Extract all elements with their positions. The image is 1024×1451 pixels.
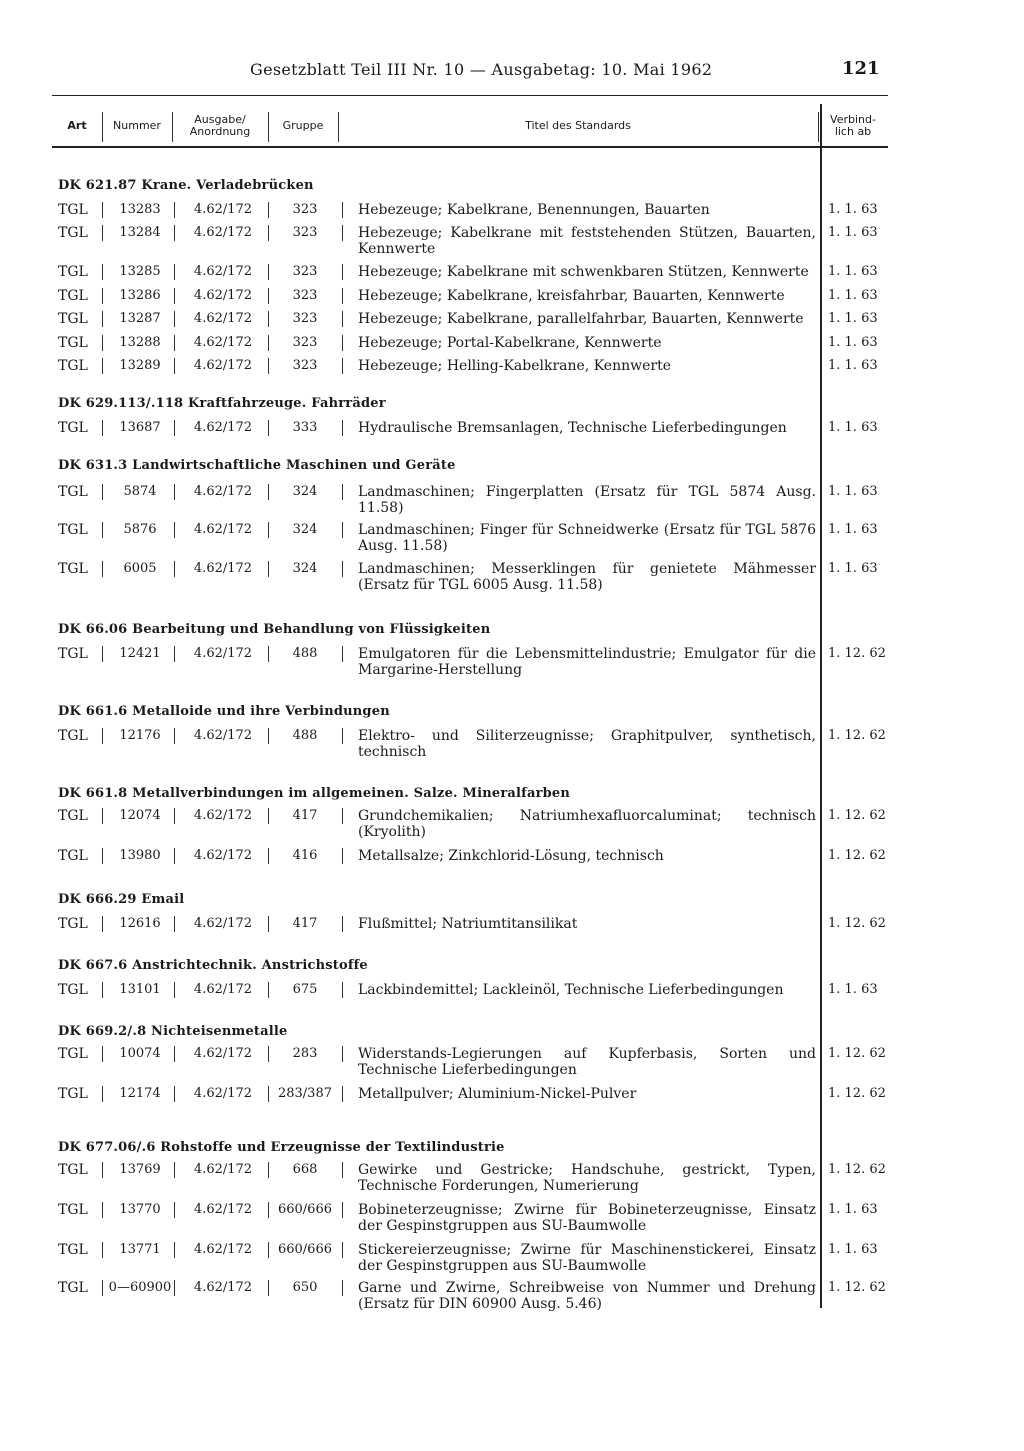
cell-art: TGL xyxy=(58,808,88,824)
bar-after-art xyxy=(102,420,103,436)
cell-ausgabe: 4.62/172 xyxy=(193,728,253,743)
section-heading: DK 677.06/.6 Rohstoffe und Erzeugnisse der Textilindustrie xyxy=(58,1140,505,1155)
bar-after-ausgabe xyxy=(268,1202,269,1218)
cell-nummer: 12176 xyxy=(119,728,161,743)
cell-titel: Hebezeuge; Helling-Kabelkrane, Kennwerte xyxy=(358,358,671,374)
cell-ausgabe: 4.62/172 xyxy=(193,808,253,823)
bar-after-gruppe xyxy=(342,484,343,500)
cell-gruppe: 417 xyxy=(292,808,318,823)
bar-after-ausgabe xyxy=(268,1162,269,1178)
cell-art: TGL xyxy=(58,288,88,304)
cell-gruppe: 668 xyxy=(292,1162,318,1177)
cell-titel: Grundchemikalien; Natriumhexafluorcaluminat; technisch (Kryolith) xyxy=(358,808,816,840)
section-heading: DK 629.113/.118 Kraftfahrzeuge. Fahrräder xyxy=(58,396,386,411)
bar-after-art xyxy=(102,225,103,241)
cell-gruppe: 660/666 xyxy=(277,1202,332,1217)
bar-after-ausgabe xyxy=(268,1086,269,1102)
cell-verbindlich: 1. 12. 62 xyxy=(828,1162,886,1177)
cell-ausgabe: 4.62/172 xyxy=(193,358,253,373)
cell-nummer: 12421 xyxy=(119,646,161,661)
bar-after-ausgabe xyxy=(268,311,269,327)
cell-nummer: 13289 xyxy=(119,358,161,373)
cell-nummer: 13101 xyxy=(119,982,161,997)
cell-ausgabe: 4.62/172 xyxy=(193,522,253,537)
bar-after-nummer xyxy=(174,916,175,932)
cell-art: TGL xyxy=(58,484,88,500)
cell-titel: Stickereierzeugnisse; Zwirne für Maschinenstickerei, Einsatz der Gespinstgruppen aus SU-Baumwolle xyxy=(358,1242,816,1274)
bar-after-gruppe xyxy=(342,1046,343,1062)
section-heading: DK 661.8 Metallverbindungen im allgemeinen. Salze. Mineralfarben xyxy=(58,786,571,801)
column-header-gruppe: Gruppe xyxy=(282,119,324,132)
cell-ausgabe: 4.62/172 xyxy=(193,311,253,326)
bar-after-nummer xyxy=(174,1242,175,1258)
bar-after-nummer xyxy=(174,202,175,218)
bar-after-gruppe xyxy=(342,225,343,241)
cell-titel: Hebezeuge; Portal-Kabelkrane, Kennwerte xyxy=(358,335,662,351)
bar-after-art xyxy=(102,1202,103,1218)
column-header-titel: Titel des Standards xyxy=(525,119,631,132)
cell-verbindlich: 1. 1. 63 xyxy=(828,982,878,997)
bar-after-gruppe xyxy=(342,522,343,538)
cell-titel: Gewirke und Gestricke; Handschuhe, gestrickt, Typen, Technische Forderungen, Numerierung xyxy=(358,1162,816,1194)
cell-nummer: 13687 xyxy=(119,420,161,435)
cell-gruppe: 675 xyxy=(292,982,318,997)
bar-after-nummer xyxy=(174,225,175,241)
bar-after-nummer xyxy=(174,1046,175,1062)
bar-after-gruppe xyxy=(342,420,343,436)
cell-nummer: 5876 xyxy=(123,522,157,537)
cell-nummer: 13284 xyxy=(119,225,161,240)
column-header-art: Art xyxy=(67,119,87,132)
cell-ausgabe: 4.62/172 xyxy=(193,1202,253,1217)
cell-titel: Hebezeuge; Kabelkrane mit schwenkbaren Stützen, Kennwerte xyxy=(358,264,809,280)
cell-nummer: 13980 xyxy=(119,848,161,863)
bar-after-ausgabe xyxy=(268,916,269,932)
bar-after-ausgabe xyxy=(268,202,269,218)
bar-after-ausgabe xyxy=(268,646,269,662)
bar-after-nummer xyxy=(174,358,175,374)
bar-after-gruppe xyxy=(342,202,343,218)
bar-after-nummer xyxy=(174,1280,175,1296)
bar-after-art xyxy=(102,728,103,744)
page-header-title: Gesetzblatt Teil III Nr. 10 — Ausgabetag: 10. Mai 1962 xyxy=(250,60,713,79)
cell-art: TGL xyxy=(58,420,88,436)
cell-nummer: 13287 xyxy=(119,311,161,326)
page-number: 121 xyxy=(842,58,880,79)
bar-after-nummer xyxy=(174,1086,175,1102)
cell-ausgabe: 4.62/172 xyxy=(193,982,253,997)
bar-after-gruppe xyxy=(342,848,343,864)
cell-nummer: 13283 xyxy=(119,202,161,217)
bar-after-gruppe xyxy=(342,728,343,744)
section-heading: DK 66.06 Bearbeitung und Behandlung von Flüssigkeiten xyxy=(58,622,491,637)
cell-verbindlich: 1. 1. 63 xyxy=(828,484,878,499)
cell-titel: Landmaschinen; Messerklingen für genietete Mähmesser (Ersatz für TGL 6005 Ausg. 11.58) xyxy=(358,561,816,593)
cell-gruppe: 283/387 xyxy=(277,1086,332,1101)
cell-ausgabe: 4.62/172 xyxy=(193,1242,253,1257)
cell-art: TGL xyxy=(58,1280,88,1296)
cell-ausgabe: 4.62/172 xyxy=(193,264,253,279)
cell-gruppe: 323 xyxy=(292,202,318,217)
cell-titel: Lackbindemittel; Lackleinöl, Technische Lieferbedingungen xyxy=(358,982,784,998)
cell-art: TGL xyxy=(58,646,88,662)
cell-ausgabe: 4.62/172 xyxy=(193,1280,253,1295)
cell-nummer: 0—60900 xyxy=(108,1280,172,1295)
bar-after-ausgabe xyxy=(268,982,269,998)
bar-after-nummer xyxy=(174,484,175,500)
bar-after-ausgabe xyxy=(268,1280,269,1296)
cell-art: TGL xyxy=(58,335,88,351)
bar-after-art xyxy=(102,808,103,824)
bar-after-art xyxy=(102,1242,103,1258)
bar-after-gruppe xyxy=(342,982,343,998)
bar-after-gruppe xyxy=(342,335,343,351)
bar-after-art xyxy=(102,335,103,351)
cell-gruppe: 323 xyxy=(292,358,318,373)
cell-art: TGL xyxy=(58,848,88,864)
cell-ausgabe: 4.62/172 xyxy=(193,335,253,350)
cell-art: TGL xyxy=(58,1242,88,1258)
section-heading: DK 669.2/.8 Nichteisenmetalle xyxy=(58,1024,288,1039)
bar-after-art xyxy=(102,848,103,864)
bar-after-ausgabe xyxy=(268,335,269,351)
cell-verbindlich: 1. 1. 63 xyxy=(828,1242,878,1257)
bar-after-art xyxy=(102,1046,103,1062)
bar-after-ausgabe xyxy=(268,1046,269,1062)
cell-ausgabe: 4.62/172 xyxy=(193,225,253,240)
bar-after-art xyxy=(102,646,103,662)
cell-titel: Bobineterzeugnisse; Zwirne für Bobineterzeugnisse, Einsatz der Gespinstgruppen aus SU-Baumwolle xyxy=(358,1202,816,1234)
cell-gruppe: 323 xyxy=(292,264,318,279)
cell-art: TGL xyxy=(58,1162,88,1178)
bar-after-ausgabe xyxy=(268,522,269,538)
cell-art: TGL xyxy=(58,358,88,374)
bar-after-ausgabe xyxy=(268,225,269,241)
bar-after-gruppe xyxy=(342,358,343,374)
cell-gruppe: 323 xyxy=(292,311,318,326)
cell-nummer: 13285 xyxy=(119,264,161,279)
cell-gruppe: 416 xyxy=(292,848,318,863)
cell-titel: Garne und Zwirne, Schreibweise von Nummer und Drehung (Ersatz für DIN 60900 Ausg. 5.46) xyxy=(358,1280,816,1312)
cell-verbindlich: 1. 1. 63 xyxy=(828,225,878,240)
cell-nummer: 13771 xyxy=(119,1242,161,1257)
cell-titel: Flußmittel; Natriumtitansilikat xyxy=(358,916,578,932)
cell-nummer: 5874 xyxy=(123,484,157,499)
bar-after-art xyxy=(102,982,103,998)
cell-ausgabe: 4.62/172 xyxy=(193,1162,253,1177)
cell-verbindlich: 1. 1. 63 xyxy=(828,311,878,326)
cell-titel: Widerstands-Legierungen auf Kupferbasis, Sorten und Technische Lieferbedingungen xyxy=(358,1046,816,1078)
bar-after-ausgabe xyxy=(268,420,269,436)
cell-art: TGL xyxy=(58,225,88,241)
cell-verbindlich: 1. 1. 63 xyxy=(828,335,878,350)
cell-verbindlich: 1. 12. 62 xyxy=(828,916,886,931)
cell-nummer: 12074 xyxy=(119,808,161,823)
bar-after-ausgabe xyxy=(268,561,269,577)
section-heading: DK 667.6 Anstrichtechnik. Anstrichstoffe xyxy=(58,958,368,973)
cell-gruppe: 324 xyxy=(292,522,318,537)
cell-verbindlich: 1. 1. 63 xyxy=(828,358,878,373)
cell-verbindlich: 1. 1. 63 xyxy=(828,522,878,537)
bar-after-art xyxy=(102,561,103,577)
cell-titel: Hebezeuge; Kabelkrane, kreisfahrbar, Bauarten, Kennwerte xyxy=(358,288,785,304)
cell-art: TGL xyxy=(58,522,88,538)
bar-after-ausgabe xyxy=(268,848,269,864)
cell-art: TGL xyxy=(58,982,88,998)
bar-after-gruppe xyxy=(342,646,343,662)
bar-after-nummer xyxy=(174,1202,175,1218)
bar-after-nummer xyxy=(174,288,175,304)
cell-art: TGL xyxy=(58,264,88,280)
column-header-ausgabe: Ausgabe/ Anordnung xyxy=(189,113,251,138)
section-heading: DK 621.87 Krane. Verladebrücken xyxy=(58,178,314,193)
cell-nummer: 12616 xyxy=(119,916,161,931)
cell-titel: Elektro- und Siliterzeugnisse; Graphitpulver, synthetisch, technisch xyxy=(358,728,816,760)
bar-after-gruppe xyxy=(342,1242,343,1258)
cell-verbindlich: 1. 1. 63 xyxy=(828,1202,878,1217)
cell-art: TGL xyxy=(58,1202,88,1218)
cell-gruppe: 660/666 xyxy=(277,1242,332,1257)
cell-art: TGL xyxy=(58,202,88,218)
cell-gruppe: 488 xyxy=(292,646,318,661)
cell-gruppe: 650 xyxy=(292,1280,318,1295)
column-header-nummer: Nummer xyxy=(113,119,161,132)
bar-after-nummer xyxy=(174,335,175,351)
cell-ausgabe: 4.62/172 xyxy=(193,848,253,863)
cell-art: TGL xyxy=(58,728,88,744)
cell-ausgabe: 4.62/172 xyxy=(193,646,253,661)
bar-after-nummer xyxy=(174,1162,175,1178)
section-heading: DK 661.6 Metalloide und ihre Verbindungen xyxy=(58,704,390,719)
bar-after-nummer xyxy=(174,728,175,744)
bar-after-gruppe xyxy=(342,1162,343,1178)
bar-after-nummer xyxy=(174,264,175,280)
cell-titel: Metallsalze; Zinkchlorid-Lösung, technisch xyxy=(358,848,664,864)
cell-art: TGL xyxy=(58,1086,88,1102)
bar-after-art xyxy=(102,522,103,538)
cell-ausgabe: 4.62/172 xyxy=(193,420,253,435)
cell-titel: Hebezeuge; Kabelkrane, Benennungen, Bauarten xyxy=(358,202,710,218)
cell-ausgabe: 4.62/172 xyxy=(193,202,253,217)
cell-nummer: 6005 xyxy=(123,561,157,576)
cell-art: TGL xyxy=(58,1046,88,1062)
cell-gruppe: 283 xyxy=(292,1046,318,1061)
cell-art: TGL xyxy=(58,916,88,932)
cell-verbindlich: 1. 1. 63 xyxy=(828,288,878,303)
column-header-verbindlich: Verbind- lich ab xyxy=(830,113,876,138)
bar-after-gruppe xyxy=(342,288,343,304)
bar-after-ausgabe xyxy=(268,288,269,304)
cell-ausgabe: 4.62/172 xyxy=(193,288,253,303)
bar-after-gruppe xyxy=(342,264,343,280)
cell-nummer: 13288 xyxy=(119,335,161,350)
bar-after-gruppe xyxy=(342,561,343,577)
cell-gruppe: 333 xyxy=(292,420,318,435)
bar-after-art xyxy=(102,1086,103,1102)
bar-after-ausgabe xyxy=(268,358,269,374)
section-heading: DK 666.29 Email xyxy=(58,892,185,907)
bar-after-art xyxy=(102,1162,103,1178)
cell-gruppe: 324 xyxy=(292,484,318,499)
bar-after-ausgabe xyxy=(268,1242,269,1258)
bar-after-nummer xyxy=(174,311,175,327)
bar-after-gruppe xyxy=(342,311,343,327)
bar-after-gruppe xyxy=(342,1086,343,1102)
bar-after-art xyxy=(102,202,103,218)
cell-verbindlich: 1. 12. 62 xyxy=(828,848,886,863)
cell-verbindlich: 1. 12. 62 xyxy=(828,728,886,743)
cell-nummer: 13770 xyxy=(119,1202,161,1217)
bar-after-nummer xyxy=(174,420,175,436)
bar-after-nummer xyxy=(174,522,175,538)
cell-verbindlich: 1. 12. 62 xyxy=(828,1280,886,1295)
cell-verbindlich: 1. 1. 63 xyxy=(828,561,878,576)
bar-after-art xyxy=(102,358,103,374)
cell-gruppe: 323 xyxy=(292,225,318,240)
bar-after-art xyxy=(102,264,103,280)
bar-after-gruppe xyxy=(342,1280,343,1296)
cell-nummer: 10074 xyxy=(119,1046,161,1061)
cell-verbindlich: 1. 1. 63 xyxy=(828,420,878,435)
cell-titel: Emulgatoren für die Lebensmittelindustrie; Emulgator für die Margarine-Herstellung xyxy=(358,646,816,678)
cell-verbindlich: 1. 1. 63 xyxy=(828,202,878,217)
bar-after-nummer xyxy=(174,848,175,864)
bar-after-ausgabe xyxy=(268,728,269,744)
bar-after-gruppe xyxy=(342,1202,343,1218)
bar-after-art xyxy=(102,916,103,932)
bar-after-gruppe xyxy=(342,916,343,932)
cell-verbindlich: 1. 12. 62 xyxy=(828,1086,886,1101)
cell-ausgabe: 4.62/172 xyxy=(193,1046,253,1061)
bar-after-ausgabe xyxy=(268,264,269,280)
bar-after-art xyxy=(102,288,103,304)
cell-verbindlich: 1. 1. 63 xyxy=(828,264,878,279)
cell-titel: Hydraulische Bremsanlagen, Technische Lieferbedingungen xyxy=(358,420,787,436)
cell-titel: Metallpulver; Aluminium-Nickel-Pulver xyxy=(358,1086,637,1102)
cell-ausgabe: 4.62/172 xyxy=(193,1086,253,1101)
bar-after-gruppe xyxy=(342,808,343,824)
cell-gruppe: 417 xyxy=(292,916,318,931)
cell-verbindlich: 1. 12. 62 xyxy=(828,1046,886,1061)
cell-titel: Hebezeuge; Kabelkrane, parallelfahrbar, Bauarten, Kennwerte xyxy=(358,311,804,327)
cell-gruppe: 324 xyxy=(292,561,318,576)
cell-art: TGL xyxy=(58,311,88,327)
cell-ausgabe: 4.62/172 xyxy=(193,561,253,576)
bar-after-nummer xyxy=(174,646,175,662)
cell-nummer: 12174 xyxy=(119,1086,161,1101)
cell-ausgabe: 4.62/172 xyxy=(193,484,253,499)
bar-after-ausgabe xyxy=(268,484,269,500)
cell-nummer: 13769 xyxy=(119,1162,161,1177)
bar-after-art xyxy=(102,311,103,327)
bar-after-art xyxy=(102,1280,103,1296)
cell-titel: Landmaschinen; Fingerplatten (Ersatz für TGL 5874 Ausg. 11.58) xyxy=(358,484,816,516)
bar-after-nummer xyxy=(174,561,175,577)
cell-verbindlich: 1. 12. 62 xyxy=(828,808,886,823)
bar-after-ausgabe xyxy=(268,808,269,824)
cell-titel: Landmaschinen; Finger für Schneidwerke (Ersatz für TGL 5876 Ausg. 11.58) xyxy=(358,522,816,554)
section-heading: DK 631.3 Landwirtschaftliche Maschinen und Geräte xyxy=(58,458,456,473)
bar-after-nummer xyxy=(174,808,175,824)
cell-gruppe: 488 xyxy=(292,728,318,743)
bar-after-nummer xyxy=(174,982,175,998)
cell-ausgabe: 4.62/172 xyxy=(193,916,253,931)
cell-verbindlich: 1. 12. 62 xyxy=(828,646,886,661)
cell-art: TGL xyxy=(58,561,88,577)
cell-nummer: 13286 xyxy=(119,288,161,303)
cell-gruppe: 323 xyxy=(292,335,318,350)
cell-titel: Hebezeuge; Kabelkrane mit feststehenden Stützen, Bauarten, Kennwerte xyxy=(358,225,816,257)
bar-after-art xyxy=(102,484,103,500)
cell-gruppe: 323 xyxy=(292,288,318,303)
